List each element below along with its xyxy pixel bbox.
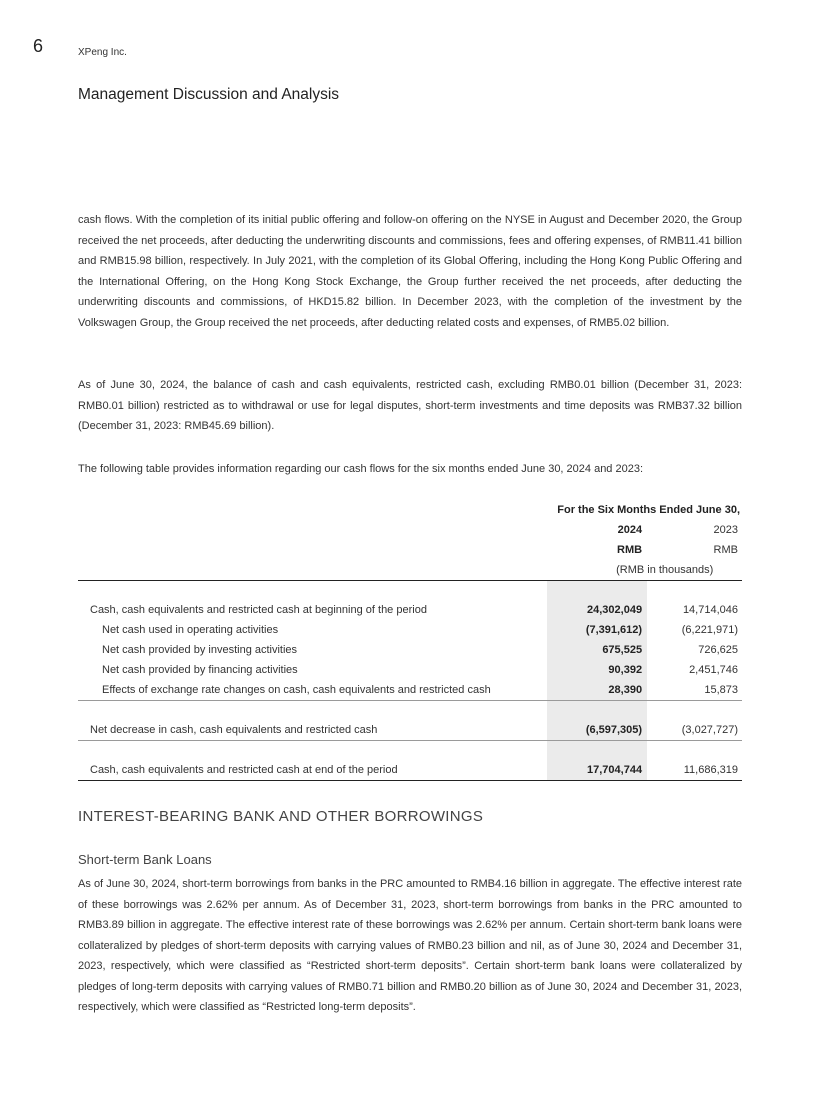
table-row-total xyxy=(78,760,742,780)
value-2024: (7,391,612) xyxy=(547,620,647,640)
row-label: Net cash used in operating activities xyxy=(102,624,279,636)
value-2024: 675,525 xyxy=(547,640,647,660)
table-year-row xyxy=(78,520,742,540)
value-2023: 2,451,746 xyxy=(689,664,738,676)
row-label: Cash, cash equivalents and restricted cash at end of the period xyxy=(78,760,547,780)
value-2024: 90,392 xyxy=(547,660,647,680)
cash-flow-table xyxy=(78,500,742,781)
currency-2024: RMB xyxy=(617,544,643,556)
value-2024: 17,704,744 xyxy=(547,760,647,780)
borrowings-heading: INTEREST-BEARING BANK AND OTHER BORROWINGS xyxy=(78,808,484,825)
units-label: (RMB in thousands) xyxy=(547,560,742,580)
value-2023: 14,714,046 xyxy=(682,604,738,616)
value-2023: 11,686,319 xyxy=(647,760,742,780)
year-2024: 2024 xyxy=(617,524,643,536)
row-label: Cash, cash equivalents and restricted cash at beginning of the period xyxy=(90,604,427,616)
table-period-header-row xyxy=(78,500,742,520)
page-number: 6 xyxy=(33,36,44,56)
row-label: Effects of exchange rate changes on cash, cash equivalents and restricted cash xyxy=(78,680,547,700)
row-label: Net cash provided by investing activities xyxy=(102,644,298,656)
row-label: Net decrease in cash, cash equivalents and restricted cash xyxy=(78,720,547,740)
table-row-subtotal xyxy=(78,720,742,740)
value-2024: 24,302,049 xyxy=(547,600,647,620)
paragraph-cash-balance: As of June 30, 2024, the balance of cash and cash equivalents, restricted cash, excluding RMB0.01 billion (December 31, 2023: RMB0.01 billion) restricted as to withdrawal or use for legal disputes, short-term investments and time deposits was RMB37.32 billion (December 31, 2023: RMB45.69 billion). xyxy=(78,379,742,432)
section-title: Management Discussion and Analysis xyxy=(78,86,340,103)
paragraph-table-intro: The following table provides information regarding our cash flows for the six months ended June 30, 2024 and 2023: xyxy=(78,463,644,475)
value-2024: (6,597,305) xyxy=(547,720,647,740)
table-row xyxy=(78,640,742,660)
value-2023: 726,625 xyxy=(698,644,738,656)
table-row xyxy=(78,620,742,640)
table-units-row xyxy=(78,560,742,580)
value-2023: (3,027,727) xyxy=(647,720,742,740)
paragraph-short-term-loans: As of June 30, 2024, short-term borrowings from banks in the PRC amounted to RMB4.16 billion in aggregate. The effective interest rate of these borrowings was 2.62% per annum. As of December 31, 2023, short-term borrowings from banks in the PRC amounted to RMB3.89 billion in aggregate. The effective interest rate of these borrowings was 2.62% per annum. Certain short-term bank loans were collateralized by pledges of short-term deposits with carrying values of RMB0.23 billion and nil, as of June 30, 2024 and December 31, 2023, respectively, which were classified as “Restricted short-term deposits”. Certain short-term bank loans were collateralized by pledges of long-term deposits with carrying values of RMB0.71 billion and RMB0.20 billion as of June 30, 2024 and December 31, 2023, respectively, which were classified as “Restricted long-term deposits”. xyxy=(78,878,742,1013)
paragraph-proceeds: cash flows. With the completion of its initial public offering and follow-on offering on the NYSE in August and December 2020, the Group received the net proceeds, after deducting the underwriting discounts and commissions, fees and offering expenses, of RMB11.41 billion and RMB15.98 billion, respectively. In July 2021, with the completion of its Global Offering, including the Hong Kong Public Offering and the International Offering, on the Hong Kong Stock Exchange, the Group further received the net proceeds, after deducting the underwriting discounts and commissions, of HKD15.82 billion. In December 2023, with the completion of the investment by the Volkswagen Group, the Group received the net proceeds, after deducting related costs and expenses, of RMB5.02 billion. xyxy=(78,214,742,329)
row-label: Net cash provided by financing activities xyxy=(102,664,298,676)
value-2024: 28,390 xyxy=(547,680,647,700)
value-2023: (6,221,971) xyxy=(681,624,738,636)
period-header: For the Six Months Ended June 30, xyxy=(557,504,740,516)
short-term-loans-subheading: Short-term Bank Loans xyxy=(78,852,212,867)
table-row xyxy=(78,600,742,620)
table-currency-row xyxy=(78,540,742,560)
year-2023: 2023 xyxy=(713,524,738,536)
table-row xyxy=(78,660,742,680)
currency-2023: RMB xyxy=(713,544,738,556)
value-2023: 15,873 xyxy=(647,680,742,700)
company-name: XPeng Inc. xyxy=(78,47,127,58)
table-row xyxy=(78,680,742,700)
